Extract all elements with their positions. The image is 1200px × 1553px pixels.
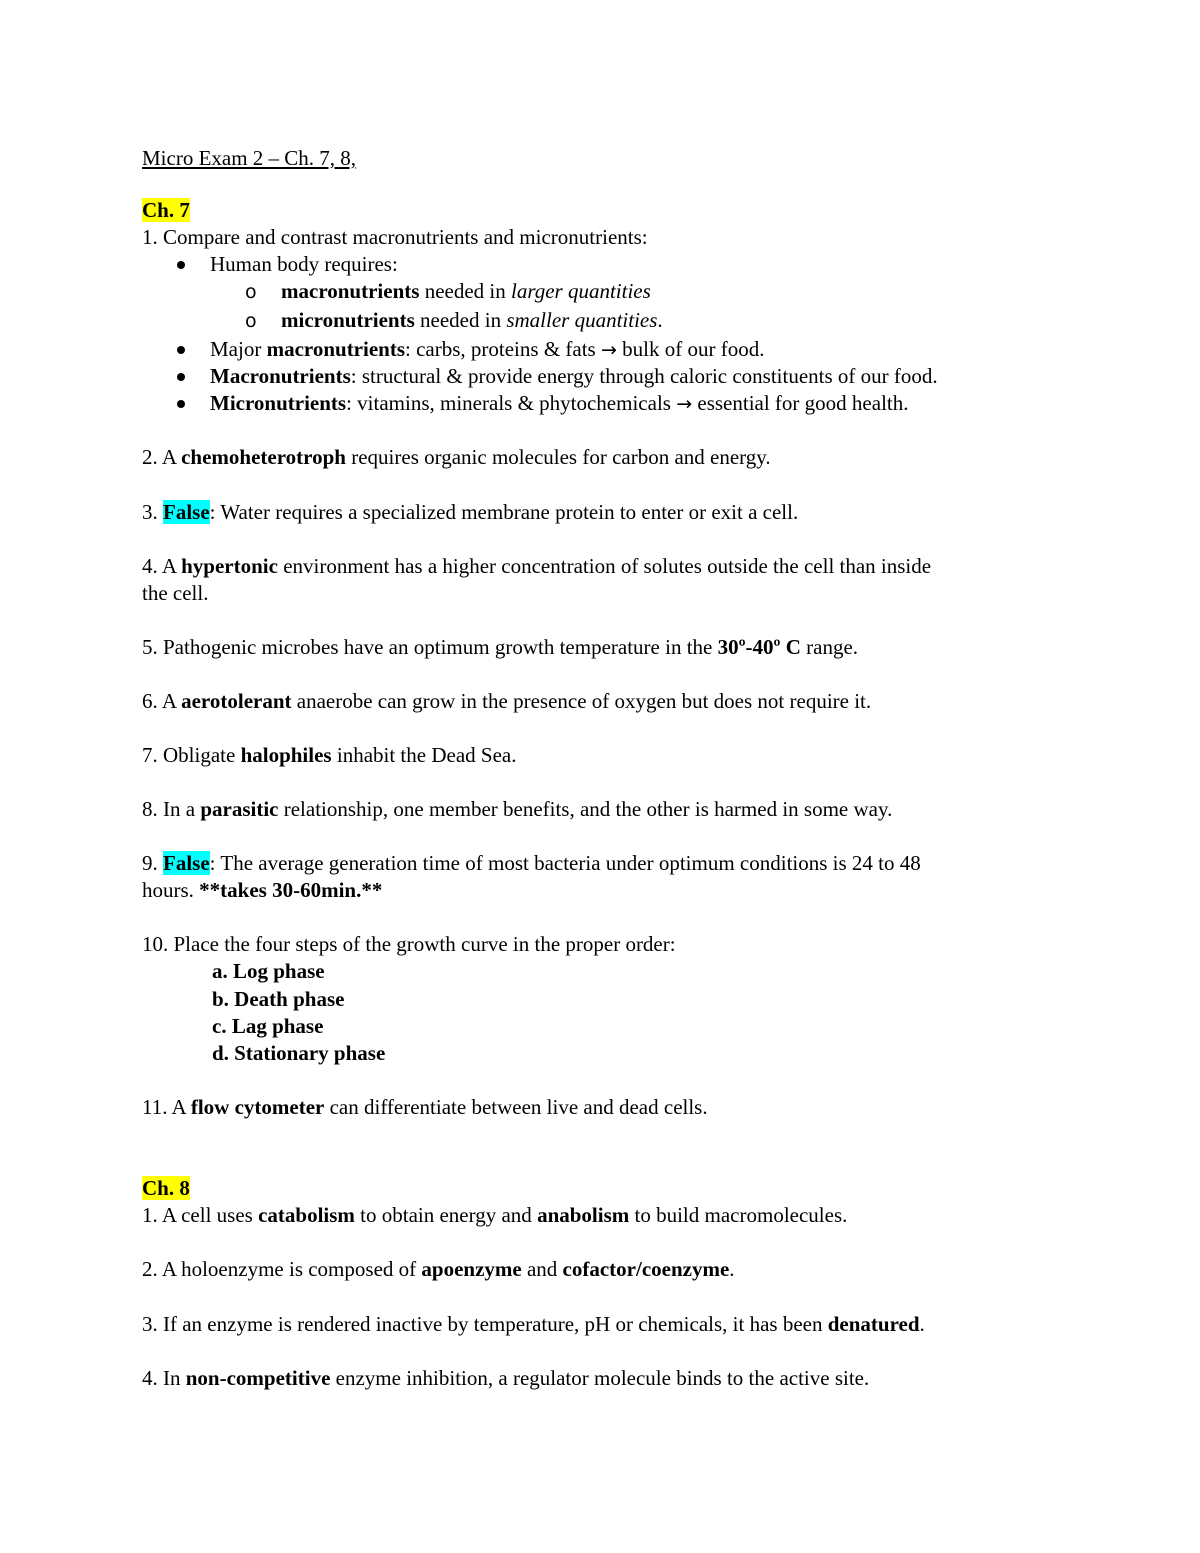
term: catabolism [258, 1203, 355, 1227]
text: : carbs, proteins & fats [405, 337, 601, 361]
ch7-q11 [142, 1094, 708, 1120]
term: parasitic [200, 797, 279, 821]
ch7-q4-line2: the cell. [142, 581, 209, 605]
ch7-heading-text: Ch. 7 [142, 198, 190, 222]
text: to obtain energy and [354, 1203, 538, 1227]
text: 6. A [142, 689, 182, 713]
term: hypertonic [181, 554, 278, 578]
ch7-q1-bullet3 [210, 363, 938, 389]
term: chemoheterotroph [181, 445, 346, 469]
text: needed in [414, 308, 507, 332]
term: flow cytometer [190, 1095, 325, 1119]
text: environment has a higher concentration of solutes outside the cell than inside [277, 554, 932, 578]
text: range. [800, 635, 859, 659]
text: . [919, 1312, 925, 1336]
ch7-q10-c: c. Lag phase [212, 1014, 324, 1038]
text: Major [210, 337, 267, 361]
ch7-q8 [142, 796, 892, 822]
term: halophiles [240, 743, 332, 767]
ch8-q2 [142, 1256, 735, 1282]
bullet-dot-icon [177, 373, 185, 381]
ch7-q1-bullet4 [210, 390, 908, 417]
ch7-q5 [142, 634, 858, 660]
answer-highlight: False [163, 500, 210, 524]
ch7-q1-bullet2 [210, 336, 764, 363]
text: enzyme inhibition, a regulator molecule binds to the active site. [330, 1366, 870, 1390]
bullet-circle-icon: o [245, 310, 257, 332]
text: needed in [419, 279, 511, 303]
bullet-dot-icon [177, 400, 185, 408]
ch7-q2 [142, 444, 771, 470]
term: apoenzyme [421, 1257, 522, 1281]
text: hours. [142, 878, 200, 902]
page-title: Micro Exam 2 – Ch. 7, 8, [142, 146, 357, 170]
term: denatured [827, 1312, 920, 1336]
bullet-dot-icon [177, 346, 185, 354]
italic-text: larger quantities [510, 279, 651, 303]
ch7-q1-sub2 [281, 307, 663, 333]
text: 3. [142, 500, 163, 524]
ch7-q10-b: b. Death phase [212, 987, 345, 1011]
text: : The average generation time of most bacteria under optimum conditions is 24 to 48 [209, 851, 921, 875]
ch7-q6 [142, 688, 871, 714]
term: macronutrients [281, 279, 420, 303]
ch7-q4 [142, 553, 931, 579]
ch7-q7 [142, 742, 516, 768]
term: cofactor/coenzyme [562, 1257, 730, 1281]
ch7-q9 [142, 850, 921, 876]
text: 7. Obligate [142, 743, 241, 767]
ch7-q10: 10. Place the four steps of the growth curve in the proper order: [142, 932, 676, 956]
text: 9. [142, 851, 163, 875]
text: : structural & provide energy through caloric constituents of our food. [350, 364, 938, 388]
term: aerotolerant [181, 689, 292, 713]
text: relationship, one member benefits, and the other is harmed in some way. [278, 797, 893, 821]
text: essential for good health. [692, 391, 909, 415]
ch7-q1-bullet1: Human body requires: [210, 252, 398, 276]
text: : vitamins, minerals & phytochemicals [346, 391, 677, 415]
ch8-q1 [142, 1202, 847, 1228]
ch7-heading [142, 197, 190, 223]
text: . [657, 308, 663, 332]
text: 2. A holoenzyme is composed of [142, 1257, 422, 1281]
ch7-q10-a: a. Log phase [212, 959, 325, 983]
term: 30º-40º C [717, 635, 801, 659]
text: 4. A [142, 554, 182, 578]
text: 2. A [142, 445, 182, 469]
ch7-q1: 1. Compare and contrast macronutrients and micronutrients: [142, 225, 648, 249]
bullet-dot-icon [177, 261, 185, 269]
answer-highlight: False [163, 851, 210, 875]
term: Micronutrients [210, 391, 347, 415]
text: to build macromolecules. [629, 1203, 848, 1227]
italic-text: smaller quantities [506, 308, 658, 332]
text: : Water requires a specialized membrane protein to enter or exit a cell. [209, 500, 799, 524]
ch8-q3 [142, 1311, 925, 1337]
term: micronutrients [281, 308, 415, 332]
text: 5. Pathogenic microbes have an optimum growth temperature in the [142, 635, 718, 659]
arrow-right-icon: → [676, 393, 693, 415]
ch7-q1-sub1 [281, 278, 651, 304]
ch7-q10-d: d. Stationary phase [212, 1041, 386, 1065]
term: anabolism [537, 1203, 630, 1227]
ch7-q3 [142, 499, 798, 525]
ch8-heading-text: Ch. 8 [142, 1176, 190, 1200]
text: can differentiate between live and dead cells. [324, 1095, 708, 1119]
ch8-q4 [142, 1365, 869, 1391]
text: 8. In a [142, 797, 201, 821]
arrow-right-icon: → [600, 339, 617, 361]
term: Macronutrients [210, 364, 351, 388]
bullet-circle-icon: o [245, 281, 257, 303]
term: **takes 30-60min.** [199, 878, 383, 902]
term: macronutrients [266, 337, 406, 361]
text: requires organic molecules for carbon and energy. [345, 445, 771, 469]
text: 1. A cell uses [142, 1203, 259, 1227]
ch7-q9-line2 [142, 877, 382, 903]
text: 3. If an enzyme is rendered inactive by temperature, pH or chemicals, it has been [142, 1312, 828, 1336]
ch8-heading [142, 1175, 190, 1201]
text: bulk of our food. [616, 337, 765, 361]
text: anaerobe can grow in the presence of oxygen but does not require it. [291, 689, 872, 713]
text: . [729, 1257, 735, 1281]
term: non-competitive [185, 1366, 331, 1390]
text: 4. In [142, 1366, 186, 1390]
text: 11. A [142, 1095, 191, 1119]
text: and [521, 1257, 563, 1281]
text: inhabit the Dead Sea. [331, 743, 517, 767]
